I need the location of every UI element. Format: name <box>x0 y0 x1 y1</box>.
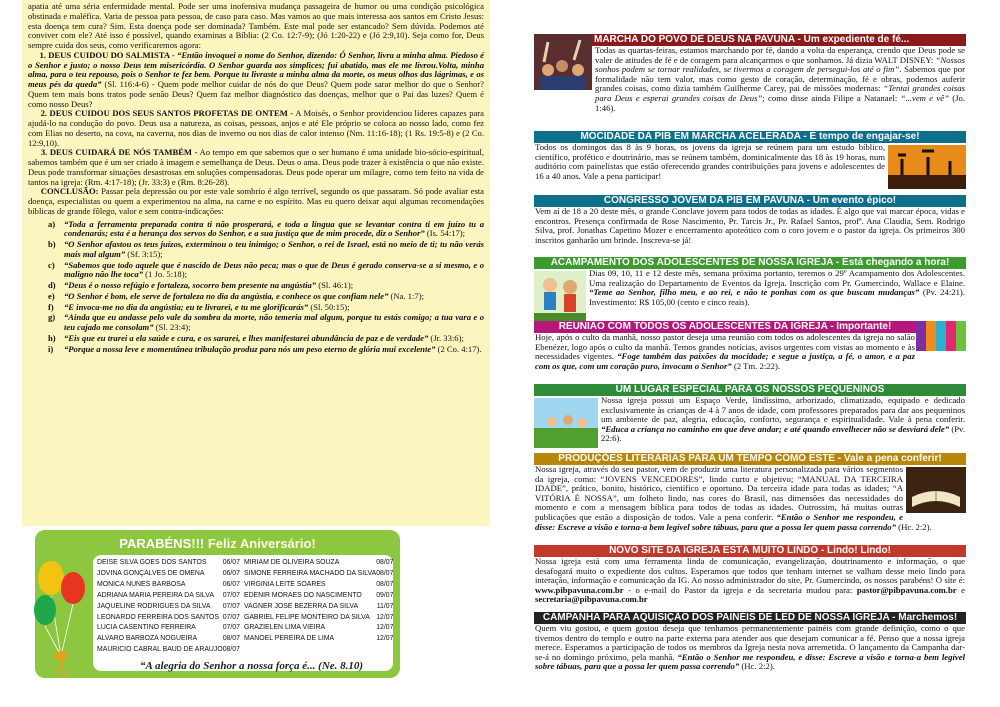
recommendation-item: i) “Porque a nossa leve e momentânea tribulação produz para nós um peso eterno de glória mui excelente” (2 Co. 4:17). <box>48 343 482 354</box>
birthday-row <box>97 558 240 569</box>
birthday-column-right <box>244 558 393 668</box>
section-campanha <box>534 612 966 672</box>
birthday-date: 08/07 <box>222 646 240 654</box>
section-text: Todas as quartas-feiras, estamos marchando por fé, dando a volta da esperança, crendo que Deus pode se valer de atitudes de fé e de coragem para alcançarmos o que sonhamos. Já dizia WALT DISNEY: “Nossos sonhos podem se tornar realidades, se tivermos a coragem de persegui-los até o fim”. Sabemos que por formalidade não tem valor, mas como gesto de coração, determinação, fé e obras, podemos auferir grandes coisas, como dizia também Guilherme Carey, pai de missões modernas: “Tentai grandes coisas para Deus e esperai grandes coisas de Deus”; como disse ainda Filipe a Natanael: “...vem e vê” (Jo. 1:46). <box>595 45 966 113</box>
birthday-box <box>35 530 400 678</box>
section-text: Nossa igreja, através do seu pastor, vem de produzir uma literatura personalizada para vários segmentos da igreja, como: “JOVENS VENCEDORES”, lindo curto e objetivo; “MANUAL DA TERCEIRA IDADE”, prático, bonito, histórico, científico e oportuno. Da terceira idade para todas as idades; “A VITÓRIA É NOSSA”, um folheto lindo, nas cores do Brasil, nas dimensões das necessidades do momento e com a mensagem bíblica para todos de todas as idades. Outrossim, há muitas outras publicações que estão a disposição de todos. Vale a pena conferir. “Então o Senhor me respondeu, e disse: Escreve a visão e torna-a bem legível sobre tábuas, para que a possa ler quem passa correndo” (Hc. 2:2). <box>535 464 932 532</box>
birthday-date: 07/07 <box>222 591 240 599</box>
section-text: Nossa igreja possui um Espaço Verde, lindíssimo, arborizado, climatizado, equipado e dedicado exclusivamente às crianças de 4 à 7 anos de idade, com professores preparados para dar aos pequeninos um ambiente de paz, alegria, educação, conforto, segurança e espiritualidade. Vale à pena conferir. “Educa a criança no caminho em que deve andar; e até quando envelhecer não se desviará dele” (Pv. 22:6). <box>601 395 965 444</box>
sermon-article <box>22 0 490 526</box>
section-reuniao <box>534 321 966 371</box>
recommendation-list <box>28 220 484 355</box>
secretary-email-link[interactable]: secretaria@pibpavuna.com.br <box>535 594 648 605</box>
recommendation-item: a) “Toda a ferramenta preparada contra ti não prosperará, e toda a língua que se levantar contra ti em juízo tu a condenarás; esta é a herança dos servos do Senhor, e a sua justiça que de mim procede, diz o Senhor” (Is. 54:17); <box>48 218 484 239</box>
birthday-name: EDENIR MORAES DO NASCIMENTO <box>243 591 362 599</box>
birthday-date: 08/07 <box>376 580 394 588</box>
birthday-date: 06/07 <box>222 580 240 588</box>
birthday-row <box>97 613 240 624</box>
birthday-row <box>244 591 393 602</box>
section-header: REUNIÃO COM TODOS OS ADOLESCENTES DA IGREJA - Importante! <box>534 321 966 333</box>
birthday-name: MONICA NUNES BARBOSA <box>97 580 186 588</box>
section-header: ACAMPAMENTO DOS ADOLESCENTES DE NOSSA IGREJA - Está chegando a hora! <box>534 257 966 269</box>
section-acampamento <box>534 257 966 321</box>
sermon-intro: apatia até uma séria enfermidade mental. Pode ser uma inofensiva mudança passageira de humor ou uma condição psicológica obstinada e maléfica. Varia de pessoa para pessoa, de caso para caso. Mas vamos ao que mais interessa aos santos em Cristo Jesus: esta doença tem cura? Sim. Esta doença pode ser dominada? Também. Este mal pode ser estancado? Sem dúvida. Podemos até conviver com ele? Até isso é possível, quando examinas a Bíblia: (2 Co. 12:7-9); (Jó 1:20-22) e (Jó 2:9,10). Seja como for, Deus sempre cuida dos seus, como verificaremos agora: <box>28 1 484 50</box>
section-site <box>534 545 966 605</box>
pastor-email-link[interactable]: pastor@pibpavuna.com.br <box>856 584 957 595</box>
section-text: Todos os domingos das 8 às 9 horas, os jovens da igreja se reúnem para um estudo bíblico, científico, profético e doutrinário, mas se reúnem também, dominicalmente das 18 às 19 horas, num auditório com painelistas que estão oferecendo grandes contribuições para jovens e adolescentes de 16 a 40 anos. Vale a pena participar! <box>535 142 885 181</box>
kids-image <box>534 398 598 448</box>
birthday-name: VAGNER JOSE BEZERRA DA SILVA <box>243 602 359 610</box>
section-lugar <box>534 384 966 448</box>
birthday-name: LEONARDO FERREIRA DOS SANTOS <box>97 613 220 621</box>
birthday-name: JOVINA GONÇALVES DE OMENA <box>97 569 205 577</box>
section-header: CONGRESSO JOVEM DA PIB EM PAVUNA - Um evento épico! <box>534 195 966 207</box>
birthday-title: PARABÉNS!!! Feliz Aniversário! <box>119 536 316 551</box>
birthday-date: 07/07 <box>222 613 240 621</box>
birthday-row <box>244 634 393 645</box>
birthday-row <box>97 634 240 645</box>
birthday-date: 09/07 <box>376 591 394 599</box>
birthday-column-left <box>97 558 240 668</box>
left-column <box>22 0 490 707</box>
section-marcha <box>534 34 966 113</box>
camp-image <box>534 271 586 321</box>
birthday-name: SIMONE FERREIRA MACHADO DA SILVA <box>243 569 377 577</box>
birthday-row <box>97 602 240 613</box>
birthday-row <box>244 569 393 580</box>
birthday-name: GABRIEL FELIPE MONTEIRO DA SILVA <box>243 613 370 621</box>
birthday-name: ALVARO BARBOZA NOGUEIRA <box>97 635 198 643</box>
birthday-date: 07/07 <box>222 624 240 632</box>
recommendation-item: d) “Deus é o nosso refúgio e fortaleza, socorro bem presente na angústia” (Sl. 46:1); <box>48 280 354 290</box>
section-text: Quem viu gostou, e quem gostou deseja que tenhamos permanentemente painéis com grande definição, como o que tivemos dentro do templo e outro na parte externa para atender aos que desejam comunicar a fé. Penso que a nossa igreja merece. Esperamos a participação de todos os membros da Igreja nesta nova arremetida. O lançamento da Campanha dar-se-á no domingo próximo, pela manhã. “Então o Senhor me respondeu, e disse: Escreve a visão e torna-a bem legível sobre tábuas, para que a possa ler quem passa correndo” (Hc. 2:2). <box>535 623 965 672</box>
section-mocidade <box>534 131 966 189</box>
birthday-date: 11/07 <box>376 602 394 610</box>
birthday-row <box>97 569 240 580</box>
section-text: Dias 09, 10, 11 e 12 deste mês, semana próxima portanto, teremos o 29º Acampamento dos Adolescentes. Uma realização do Departamento de Eventos da Igreja. Inscrição com Pr. Gumercindo, Wallace e Elaine. “Teme ao Senhor, filho meu, e ao rei, e não te ponhas com os que buscam mudanças” (Pv. 24:21). Investimento: R$ 105,00 (cento e cinco reais). <box>589 268 965 307</box>
birthday-date: 08/07 <box>222 635 240 643</box>
section-header: CAMPANHA PARA AQUISIÇÃO DOS PAINÉIS DE LED DE NOSSA IGREJA - Marchemos! <box>534 612 966 624</box>
crowd-image <box>534 34 592 90</box>
birthday-row <box>97 623 240 634</box>
birthday-row <box>244 613 393 624</box>
birthday-verse: “A alegria do Senhor a nossa força é... (Ne. 8.10) <box>140 660 364 672</box>
birthday-name: MAURICIO CABRAL BAUD DE ARAUJO <box>97 646 223 654</box>
recommendation-item: f) “E invoca-me no dia da angústia; eu te livrarei, e tu me glorificarás” (Sl. 50:15); <box>48 301 350 312</box>
balloons-icon <box>31 544 91 680</box>
section-producoes <box>534 453 966 532</box>
birthday-name: ADRIANA MARIA PEREIRA DA SILVA <box>97 591 214 599</box>
birthday-date: 06/07 <box>222 559 240 566</box>
birthday-date: 08/07 <box>376 559 394 566</box>
sermon-conclusion: CONCLUSÃO: Passar pela depressão ou por este vale sombrio é algo terrível, segundo os que passaram. Só pode avaliar esta doença, especialistas ou quem a experimentou na alma, na carne e no espírito. Mas eu quero deixar aqui algumas recomendações bíblicas de grande fôlego, valor e sem contra-indicações: <box>28 186 484 216</box>
site-link[interactable]: www.pibpavuna.com.br <box>535 584 624 595</box>
birthday-row <box>244 623 393 634</box>
birthday-name: MANOEL PEREIRA DE LIMA <box>243 635 335 643</box>
recommendation-item: h) “Eis que eu trarei a ela saúde e cura, e os sararei, e lhes manifestarei abundância de paz e de verdade” (Jr. 33:6); <box>48 332 464 343</box>
recommendation-item: b) “O Senhor afastou os teus juízos, exterminou o teu inimigo; o Senhor, o rei de Israel, está no meio de ti; tu não verás mais mal algum” (Sf. 3:15); <box>48 239 484 259</box>
birthday-date: 06/07 <box>222 569 240 577</box>
youth-image <box>888 145 966 189</box>
birthday-list <box>93 555 393 671</box>
recommendation-item: g) “Ainda que eu andasse pelo vale da sombra da morte, não temeria mal algum, porque tu estás comigo; a tua vara e o teu cajado me consolam” (Sl. 23:4); <box>48 312 484 332</box>
birthday-row <box>97 591 240 602</box>
birthday-date: 12/07 <box>376 624 394 632</box>
section-header: NOVO SITE DA IGREJA ESTÁ MUITO LINDO - Lindo! Lindo! <box>534 545 966 557</box>
section-text: Hoje, após o culto da manhã, nosso pastor deseja uma reunião com todos os adolescentes da igreja no salão Ebenézer, logo após o culto da manhã. Temos grandes notícias, avisos urgentes com vistas ao momento e às necessidades vigentes. “Foge também das paixões da mocidade; e segue a justiça, a fé, o amor, e a paz com os que, com um coração puro, invocam o Senhor” (2 Tm. 2:22). <box>535 332 915 371</box>
recommendation-item: e) “O Senhor é bom, ele serve de fortaleza no dia da angústia, e conhece os que confiam nele” (Na. 1:7); <box>48 290 424 301</box>
section-header: UM LUGAR ESPECIAL PARA OS NOSSOS PEQUENINOS <box>534 384 966 396</box>
birthday-name: DEISE SILVA GOES DOS SANTOS <box>97 559 207 566</box>
birthday-row <box>97 645 240 656</box>
birthday-name: GRAZIELEN LIMA VIEIRA <box>243 624 326 632</box>
section-header: MARCHA DO POVO DE DEUS NA PAVUNA - Um expediente de fé... <box>534 34 966 46</box>
section-text: Nossa igreja está com uma ferramenta linda de comunicação, evangelização, doutrinamento e informação, o que desafogará muito o expediente dos cultos. Esperamos que todos que tenham internet se valham desse meio lindo para interação, informação e comunicação da IG. Ao nosso administrador do site, Pr. Gumercindo, os nossos parabéns! O site é: www.pibpavuna.com.br - o e-mail do Pastor da igreja e da secretaria mudou para: pastor@pibpavuna.com.br e secretaria@pibpavuna.com.br <box>535 556 966 605</box>
recommendation-item: c) “Sabemos que todo aquele que é nascido de Deus não peca; mas o que de Deus é gerado conserva-se a si mesmo, e o maligno não lhe toca” (1 Jo. 5:18); <box>48 259 484 280</box>
sermon-point-2: 2. DEUS CUIDOU DOS SEUS SANTOS PROFETAS DE ONTEM - A Moisés, o Senhor providenciou líderes capazes para ajudá-lo na condução do povo. Deus usa a natureza, as coisas, pessoas, anjos e até Ele próprio se coloca ao nosso lado, como fez com Elias no deserto, na cova, na caverna, nos dias de inverno ou nos dias de calor intenso (Nm. 11:16-18); (1 Rs. 19:5-8) e (2 Co. 12:9,10). <box>28 108 484 148</box>
birthday-date: 12/07 <box>376 635 394 643</box>
birthday-row <box>244 558 393 569</box>
birthday-row <box>97 580 240 591</box>
birthday-row <box>244 580 393 591</box>
birthday-name: VIRGINIA LEITE SOARES <box>243 580 326 588</box>
section-congresso <box>534 195 966 245</box>
section-header: PRODUÇÕES LITERÁRIAS PARA UM TEMPO COMO ESTE - Vale a pena conferir! <box>534 453 966 465</box>
birthday-name: JAQUELINE RODRIGUES DA SILVA <box>97 602 211 610</box>
section-text: Vem aí de 18 a 20 deste mês, o grande Conclave jovem para todos de todas as idades. É algo que vai marcar época, vidas e encontros. Presença confirmada de Rose Nascimento, Pr. Tarcis Jr., Pr. Rafael Santos, profª. Ana Claudia, Sem. Rodrigo Silva, prof. Jonathas Capetino Mozer e encerramento apoteótico com o coro jovem e o pastor da igreja. Os primeiros 300 inscritos ganharão um brinde. Inscreva-se já! <box>535 206 965 245</box>
section-header: MOCIDADE DA PIB EM MARCHA ACELERADA - É tempo de engajar-se! <box>534 131 966 143</box>
right-column <box>534 0 966 707</box>
birthday-date: 12/07 <box>376 613 394 621</box>
birthday-name: MIRIAM DE OLIVEIRA SOUZA <box>243 559 340 566</box>
birthday-name: LUCIA CASENTINO FERREIRA <box>97 624 196 632</box>
sermon-point-1: 1. DEUS CUIDOU DO SALMISTA - “Então invoquei o nome do Senhor, dizendo: Ó Senhor, livra a minha alma. Piedoso é o Senhor e justo; o nosso Deus tem misericórdia. O Senhor guarda aos simplices; fui abatido, mas ele me livrou.Volta, minha alma, para o teu repouso, pois o Senhor te fez bem. Porque tu livraste a minha alma da morte, os meus olhos das lágrimas, e os meus pés da queda” (Sl. 116:4-6) - Quem pode melhor cuidar de nós do que Deus? Quem pode sarar melhor do que o Senhor? Quem tem mais bons tratos pode senão Deus? Quem faz melhor diagnóstico das doenças, melhor que o Pai das luzes? Quem é como nosso Deus? <box>28 49 484 109</box>
sermon-point-3: 3. DEUS CUIDARÁ DE NÓS TAMBÉM - Ao tempo em que sabemos que o ser humano é uma unidade bio-sócio-espiritual, sabemos também que é um ser criado à imagem e semelhança de Deus. Deus o ama. Deus pode trazer à existência o que não existe. Deus pode transformar situações desastrosas em soluções compensadoras. Deus pode operar um milagre, como tem feito na vida de tantos na igreja: (Rm. 4:17-18); (Jr. 33:3) e (Rm. 8:26-28). <box>28 147 484 187</box>
book-image <box>906 467 966 513</box>
birthday-date: 07/07 <box>222 602 240 610</box>
birthday-date: 08/07 <box>376 569 394 577</box>
teens-image <box>916 321 966 351</box>
birthday-row <box>244 602 393 613</box>
